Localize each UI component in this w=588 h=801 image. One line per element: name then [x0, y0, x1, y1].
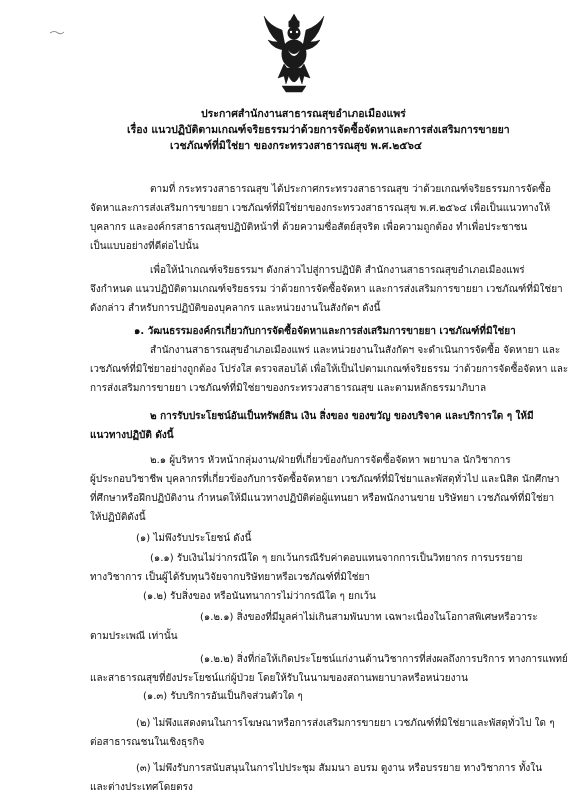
item-2-1-line-4: ให้ปฏิบัติดังนี้: [90, 512, 146, 523]
item-2-line-1: (๒) ไม่พึงแสดงตนในการโฆษณาหรือการส่งเสริมการขายยา เวชภัณฑ์ที่มิใช่ยาและพัสดุทั่วไป ใด ๆ: [136, 718, 555, 729]
paragraph-1-line-1: ตามที่ กระทรวงสาธารณสุข ได้ประกาศกระทรวงสาธารณสุข ว่าด้วยเกณฑ์จริยธรรมการจัดซื้อ: [150, 184, 551, 195]
paragraph-1-line-4: เป็นแบบอย่างที่ดีต่อไปนั้น: [90, 241, 199, 252]
doc-title-line-2: เรื่อง แนวปฏิบัติตามเกณฑ์จริยธรรมว่าด้วยการจัดซื้อจัดหาและการส่งเสริมการขายยา: [127, 124, 510, 136]
item-3-line-2: และต่างประเทศโดยตรง: [90, 782, 193, 793]
item-1-1-line-2: ทางวิชาการ เป็นผู้ได้รับทุนวิจัยจากบริษัทยาหรือเวชภัณฑ์ที่มิใช่ยา: [90, 572, 370, 583]
section-1-line-1: สำนักงานสาธารณสุขอำเภอเมืองแพร่ และหน่วยงานในสังกัดฯ จะดำเนินการจัดซื้อ จัดหายา และ: [150, 345, 561, 356]
item-1-3: (๑.๓) รับบริการอันเป็นกิจส่วนตัวใด ๆ: [143, 691, 303, 702]
doc-title-line-3: เวชภัณฑ์ที่มิใช่ยา ของกระทรวงสาธารณสุข พ.ศ.๒๕๖๔: [170, 140, 422, 152]
item-3-line-1: (๓) ไม่พึงรับการสนับสนุนในการไปประชุม สัมมนา อบรม ดูงาน หรือบรรยาย ทางวิชาการ ทั้งใน: [136, 763, 543, 774]
section-2-heading-line-1: ๒ การรับประโยชน์อันเป็นทรัพย์สิน เงิน สิ่งของ ของขวัญ ของบริจาค และบริการใด ๆ ให้มี: [150, 411, 534, 422]
section-1-heading: ๑. วัฒนธรรมองค์กรเกี่ยวกับการจัดซื้อจัดหาและการส่งเสริมการขายยา เวชภัณฑ์ที่มิใช่ยา: [134, 326, 516, 337]
item-1-2-2-line-1: (๑.๒.๒) สิ่งที่ก่อให้เกิดประโยชน์แก่งานด้านวิชาการที่ส่งผลถึงการบริการ ทางการแพทย์: [200, 654, 568, 665]
item-2-1-line-2: ผู้ประกอบวิชาชีพ บุคลากรที่เกี่ยวข้องกับการจัดซื้อจัดหายา เวชภัณฑ์ที่มิใช่ยาและพัสดุทั่วไป และนิสิต นักศึกษา: [90, 474, 560, 485]
garuda-emblem: [262, 12, 326, 96]
doc-title-line-1: ประกาศสำนักงานสาธารณสุขอำเภอเมืองแพร่: [201, 108, 406, 120]
item-1-2-2-line-2: และสาธารณสุขที่ยังประโยชน์แก่ผู้ป่วย โดยให้รับในนามของสถานพยาบาลหรือหน่วยงาน: [90, 673, 468, 684]
item-2-1-line-1: ๒.๑ ผู้บริหาร หัวหน้ากลุ่มงาน/ฝ่ายที่เกี่ยวข้องกับการจัดซื้อจัดหา พยาบาล นักวิชาการ: [150, 455, 511, 466]
paragraph-1-line-2: จัดหาและการส่งเสริมการขายยา เวชภัณฑ์ที่มิใช่ยาของกระทรวงสาธารณสุข พ.ศ.๒๕๖๔ เพื่อเป็นแนวทางให้: [90, 203, 551, 214]
scan-mark: [50, 30, 64, 36]
item-1-1-line-1: (๑.๑) รับเงินไม่ว่ากรณีใด ๆ ยกเว้นกรณีรับค่าตอบแทนจากการเป็นวิทยากร การบรรยาย: [150, 553, 523, 564]
item-1-2-1-line-2: ตามประเพณี เท่านั้น: [90, 631, 178, 642]
paragraph-2-line-1: เพื่อให้นำเกณฑ์จริยธรรมฯ ดังกล่าวไปสู่การปฏิบัติ สำนักงานสาธารณสุขอำเภอเมืองแพร่: [150, 265, 525, 276]
paragraph-1-line-3: บุคลากร และองค์กรสาธารณสุขปฏิบัติหน้าที่ ด้วยความซื่อสัตย์สุจริต เพื่อความถูกต้อง ทำเพื่อประชาชน: [90, 222, 528, 233]
item-1: (๑) ไม่พึงรับประโยชน์ ดังนี้: [136, 533, 252, 544]
item-1-2-1-line-1: (๑.๒.๑) สิ่งของที่มีมูลค่าไม่เกินสามพันบาท เฉพาะเนื่องในโอกาสพิเศษหรือวาระ: [200, 612, 538, 623]
paragraph-2-line-2: จึงกำหนด แนวปฏิบัติตามเกณฑ์จริยธรรม ว่าด้วยการจัดซื้อจัดหา และการส่งเสริมการขายยา เวชภัณฑ์ที่มิใช่ยา: [90, 284, 563, 295]
section-1-line-2: เวชภัณฑ์ที่มิใช่ยาอย่างถูกต้อง โปร่งใส ตรวจสอบได้ เพื่อให้เป็นไปตามเกณฑ์จริยธรรม ว่าด้วยการจัดซื้อจัดหา และ: [90, 364, 569, 375]
paragraph-2-line-3: ดังกล่าว สำหรับการปฏิบัติของบุคลากร และหน่วยงานในสังกัดฯ ดังนี้: [90, 303, 381, 314]
section-2-heading-line-2: แนวทางปฏิบัติ ดังนี้: [90, 430, 174, 441]
item-2-1-line-3: ที่ศึกษาหรือฝึกปฏิบัติงาน กำหนดให้มีแนวทางปฏิบัติต่อผู้แทนยา หรือพนักงานขาย บริษัทยา เวชภัณฑ์ที่มิใช่ยา: [90, 493, 555, 504]
item-1-2: (๑.๒) รับสิ่งของ หรือนันทนาการไม่ว่ากรณีใด ๆ ยกเว้น: [143, 591, 376, 602]
item-2-line-2: ต่อสาธารณชนในเชิงธุรกิจ: [90, 737, 205, 748]
section-1-line-3: การส่งเสริมการขายยา เวชภัณฑ์ที่มิใช่ยาของกระทรวงสาธารณสุข และตามหลักธรรมาภิบาล: [90, 383, 487, 394]
